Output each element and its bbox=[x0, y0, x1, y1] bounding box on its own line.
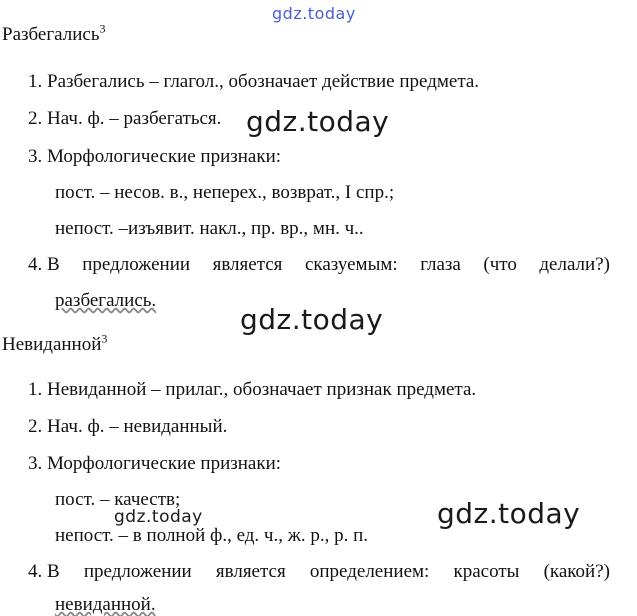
heading-text: Разбегались bbox=[2, 24, 100, 45]
watermark-3: gdz.today bbox=[114, 507, 203, 527]
s2-item4-line2 bbox=[55, 594, 156, 616]
heading-nevidannoy bbox=[2, 331, 108, 356]
word: определением: bbox=[309, 561, 430, 582]
watermark-1: gdz.today bbox=[246, 105, 390, 138]
predicate-word: разбегались. bbox=[55, 290, 157, 311]
s2-item1: 1. Невиданной – прилаг., обозначает признак предмета. bbox=[28, 379, 477, 400]
s2-item3: 3. Морфологические признаки: bbox=[28, 453, 282, 474]
word: (какой?) bbox=[543, 561, 610, 582]
word: (что bbox=[483, 254, 517, 275]
word: 4. В bbox=[28, 561, 60, 582]
watermark-top: gdz.today bbox=[272, 4, 356, 23]
s1-item3-variable: непост. –изъявит. накл., пр. вр., мн. ч.. bbox=[55, 218, 364, 239]
heading-superscript: 3 bbox=[101, 331, 108, 346]
word: является bbox=[212, 254, 283, 275]
s1-item3: 3. Морфологические признаки: bbox=[28, 146, 282, 167]
heading-text: Невиданной bbox=[2, 334, 102, 355]
heading-razbegalis bbox=[2, 21, 106, 46]
word: предложении bbox=[82, 254, 191, 275]
word: сказуемым: bbox=[304, 254, 398, 275]
word: глаза bbox=[420, 254, 461, 275]
s1-item3-constant: пост. – несов. в., неперех., возврат., I спр.; bbox=[55, 182, 395, 203]
word: красоты bbox=[453, 561, 520, 582]
s1-item4-line1 bbox=[28, 254, 610, 276]
word: предложении bbox=[83, 561, 192, 582]
watermark-4: gdz.today bbox=[437, 497, 581, 530]
attribute-word: невиданной. bbox=[55, 594, 156, 615]
s2-item3-constant: пост. – качеств; bbox=[55, 489, 181, 510]
heading-superscript: 3 bbox=[99, 21, 106, 36]
s2-item4-line1 bbox=[28, 561, 610, 583]
word: 4. В bbox=[28, 254, 60, 275]
s2-item3-variable: непост. – в полной ф., ед. ч., ж. р., р. п. bbox=[55, 525, 369, 546]
word: является bbox=[215, 561, 286, 582]
word: делали?) bbox=[539, 254, 610, 275]
watermark-2: gdz.today bbox=[240, 303, 384, 336]
s1-item4-line2 bbox=[55, 290, 156, 312]
s1-item2: 2. Нач. ф. – разбегаться. bbox=[28, 108, 222, 129]
s2-item2: 2. Нач. ф. – невиданный. bbox=[28, 416, 228, 437]
s1-item1: 1. Разбегались – глагол., обозначает действие предмета. bbox=[28, 71, 480, 92]
